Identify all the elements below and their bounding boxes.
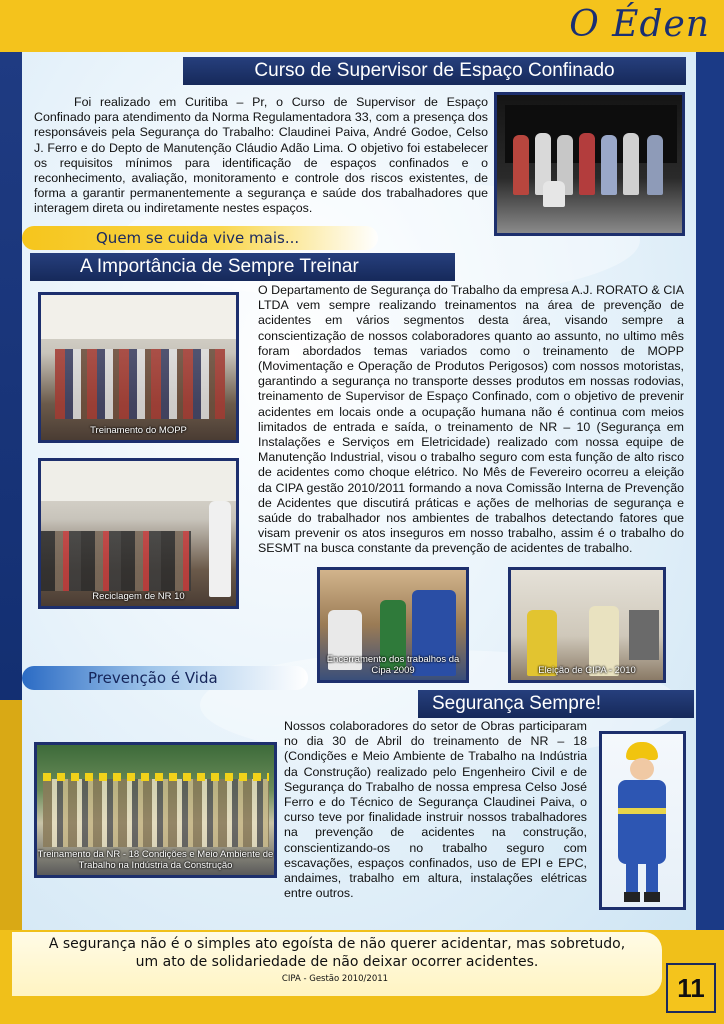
left-border-gold bbox=[0, 700, 22, 952]
caption-nr10: Reciclagem de NR 10 bbox=[92, 591, 185, 602]
reflective-stripe bbox=[618, 808, 666, 814]
photo-cipa-election bbox=[508, 567, 666, 683]
boot bbox=[644, 892, 660, 902]
photo-ceiling bbox=[41, 461, 236, 501]
group-of-workers bbox=[43, 779, 269, 847]
photo-confined-space-team bbox=[494, 92, 685, 236]
yellow-helmets bbox=[43, 773, 269, 781]
article-confined-space: Foi realizado em Curitiba – Pr, o Curso de Supervisor de Espaço Confinado para atendimento da Norma Regulamentadora 33, com a presença dos responsáveis pela Segurança do Trabalho: Claudinei Paiva, André Godoe, Celso J. Ferro e do Depto de Manutenção Cláudio Adão Lima. O objetivo foi estabelecer os requisitos mínimos para identificação de espaços confinados e o reconhecimento, avaliação, monitoramento e controle dos riscos existentes, de forma a garantir permanentemente a segurança e saúde dos trabalhadores que interagem direta ou indiretamente nestes espaços. bbox=[34, 95, 488, 216]
seated-people bbox=[41, 531, 191, 591]
slogan-quem-se-cuida: Quem se cuida vive mais... bbox=[22, 226, 378, 250]
child-face bbox=[630, 758, 654, 780]
child-uniform bbox=[618, 780, 666, 864]
child-leg bbox=[626, 862, 638, 894]
person-figure bbox=[543, 181, 565, 207]
photo-nr10-training bbox=[38, 458, 239, 609]
photo-mopp-training bbox=[38, 292, 239, 443]
page-number: 11 bbox=[666, 963, 716, 1013]
person-figure bbox=[601, 135, 617, 195]
right-border bbox=[696, 52, 724, 952]
slogan-prevencao-e-vida: Prevenção é Vida bbox=[22, 666, 308, 690]
section-heading-confined-space: Curso de Supervisor de Espaço Confinado bbox=[183, 57, 686, 85]
caption-mopp: Treinamento do MOPP bbox=[90, 425, 187, 436]
section-heading-safety-always: Segurança Sempre! bbox=[418, 690, 694, 718]
photo-ceiling bbox=[41, 295, 236, 339]
magazine-title: O Éden bbox=[569, 4, 710, 45]
article-training: O Departamento de Segurança do Trabalho da empresa A.J. RORATO & CIA LTDA vem sempre realizando treinamentos na área de prevenção de acidentes em vários segmentos desta área, visando sempre a conscientização de nossos colaboradores quanto ao assunto, no ultimo mês foram abordados temas variados como o treinamento de MOPP (Movimentação e Operação de Produtos Perigosos) com nossos motoristas, garantindo a segurança no transporte desses produtos em nossas rodovias, treinamento de Supervisor de Espaço Confinado, com o objetivo de prevenir acidentes em locais onde a ocupação humana não é continua com meios limitados de entrada e saída, o treinamento de NR – 10 (Segurança em Instalações e Serviços em Eletricidade) realizado com nossa equipe de Manutenção Industrial, visou o trabalho seguro com esta função de alto risco de acidentes como choque elétrico. No Mês de Fevereiro ocorreu a eleição da CIPA gestão 2010/2011 formando a nova Comissão Interna de Prevenção de Acidentes que discutirá práticas e ações de melhorias de segurança e saúde do trabalhador nos ambientes de trabalhos detectando fatores que visam prevenir os atos inseguros em nosso trabalho, assim é o trabalho do SESMT na busca constante da prevenção de acidentes de trabalho. bbox=[258, 283, 684, 556]
child-leg bbox=[646, 862, 658, 894]
caption-nr18: Treinamento da NR - 18 Condições e Meio Ambiente de Trabalho na Indústria da Construção bbox=[37, 849, 274, 871]
photo-child-in-safety-gear bbox=[599, 731, 686, 910]
footer-quote-line2: um ato de solidariedade de não deixar ocorrer acidentes. bbox=[135, 954, 539, 970]
instructor-figure bbox=[209, 501, 231, 597]
caption-cipa-closing: Encerramento dos trabalhos da Cipa 2009 bbox=[326, 654, 460, 676]
article-safety-always: Nossos colaboradores do setor de Obras participaram no dia 30 de Abril do treinamento de NR – 18 (Condições e Meio Ambiente de Trabalho na Indústria da Construção) realizado pelo Engenheiro Civil e de Segurança do Trabalho de nossa empresa Celso José Ferro e do Técnico de Segurança Claudinei Paiva, o curso teve por finalidade instruir nossos trabalhadores na prevenção de acidentes na construção, conscientizando-os no trabalho seguro com escavações, espaços confinados, uso de EPI e EPC, andaimes, trabalho em altura, instalações elétricas entre outros. bbox=[284, 719, 587, 901]
person-figure bbox=[647, 135, 663, 195]
footer-signature: CIPA - Gestão 2010/2011 bbox=[281, 974, 389, 984]
caption-cipa-election: Eleição de CIPA - 2010 bbox=[538, 665, 636, 676]
section-heading-training: A Importância de Sempre Treinar bbox=[30, 253, 455, 281]
person-figure bbox=[513, 135, 529, 195]
boot bbox=[624, 892, 640, 902]
person-figure bbox=[579, 133, 595, 195]
ballot-box bbox=[629, 610, 659, 660]
person-figure bbox=[623, 133, 639, 195]
footer-quote-line1: A segurança não é o simples ato egoísta de não querer acidentar, mas sobretudo, bbox=[48, 936, 626, 952]
photo-nr18-training bbox=[34, 742, 277, 878]
group-of-people bbox=[55, 349, 225, 419]
photo-cipa-closing bbox=[317, 567, 469, 683]
